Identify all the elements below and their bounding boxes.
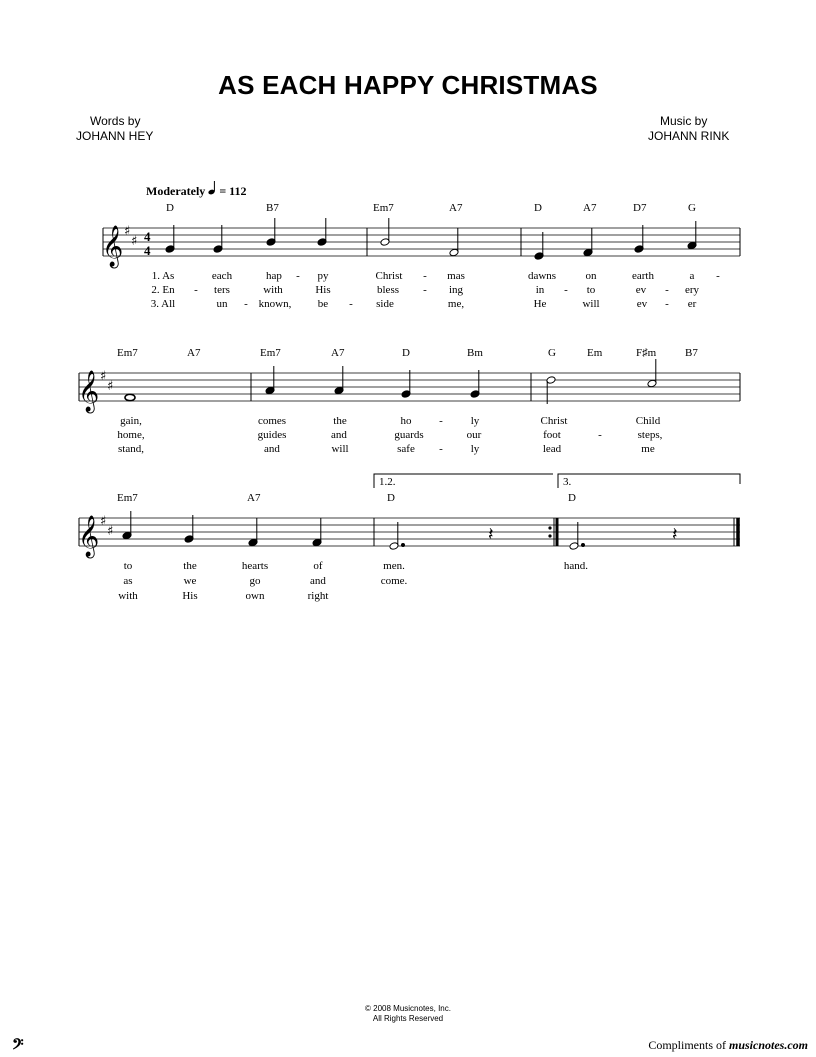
lyric-syllable: - — [244, 298, 248, 310]
compliments-line — [648, 1038, 808, 1053]
lyric-syllable: hap — [266, 270, 282, 282]
lyric-syllable: - — [349, 298, 353, 310]
lyric-syllable: ev — [635, 284, 647, 296]
chord-symbol: A7 — [331, 347, 345, 359]
lyric-syllable: side — [376, 298, 394, 310]
lyric-syllable: - — [665, 298, 669, 310]
svg-text:♯: ♯ — [131, 234, 138, 249]
lyric-syllable: - — [665, 284, 669, 296]
lyric-syllable: earth — [632, 270, 654, 282]
lyric-syllable: His — [315, 284, 331, 296]
lyric-syllable: 3. All — [150, 298, 176, 310]
rights-line: All Rights Reserved — [372, 1014, 444, 1023]
chord-symbol: B7 — [266, 202, 279, 214]
chord-symbol: G — [548, 347, 556, 359]
lyric-syllable: dawns — [527, 270, 557, 282]
chord-symbol: D7 — [633, 202, 647, 214]
lyric-syllable: comes — [257, 415, 287, 427]
lyric-syllable: the — [183, 560, 197, 572]
chord-symbol: A7 — [187, 347, 201, 359]
lyric-syllable: - — [296, 270, 300, 282]
third-ending-label: 3. — [563, 476, 572, 488]
site-name[interactable]: musicnotes.com — [728, 1038, 808, 1052]
lyric-syllable: me, — [447, 298, 465, 310]
lyric-syllable: steps, — [637, 429, 663, 441]
copyright-notice — [0, 1004, 816, 1024]
lyric-syllable: un — [216, 298, 228, 310]
lyric-syllable: - — [194, 284, 198, 296]
chord-symbol: Em7 — [117, 492, 138, 504]
song-title: AS EACH HAPPY CHRISTMAS — [218, 70, 598, 100]
lyric-syllable: ing — [448, 284, 464, 296]
lyric-syllable: and — [264, 443, 280, 455]
lyric-syllable: - — [439, 415, 443, 427]
lyric-syllable: men. — [383, 560, 405, 572]
chord-symbol: D — [166, 202, 174, 214]
lyric-syllable: Christ — [540, 415, 568, 427]
chord-symbol: F♯m — [636, 347, 657, 359]
svg-text:♯: ♯ — [107, 379, 114, 394]
lyric-syllable: ho — [400, 415, 412, 427]
lyric-syllable: ly — [470, 443, 480, 455]
lyric-syllable: a — [689, 270, 695, 282]
lyric-syllable: 1. As — [151, 270, 175, 282]
lyric-syllable: as — [123, 575, 133, 587]
chord-symbol: A7 — [247, 492, 261, 504]
lyric-syllable: each — [211, 270, 233, 282]
lyric-syllable: with — [263, 284, 283, 296]
lyric-syllable: on — [585, 270, 597, 282]
lyric-syllable: 2. En — [151, 284, 175, 296]
lyric-syllable: home, — [117, 429, 145, 441]
lyric-syllable: me — [641, 443, 655, 455]
lyric-syllable: and — [310, 575, 326, 587]
chord-symbol: D — [387, 492, 395, 504]
first-ending-label: 1.2. — [379, 476, 396, 488]
lyric-syllable: ters — [214, 284, 230, 296]
svg-text:𝄽: 𝄽 — [488, 524, 494, 545]
chord-symbol: Em7 — [260, 347, 281, 359]
music-by-label: Music by — [660, 114, 708, 128]
composer-name: JOHANN RINK — [648, 129, 730, 143]
lyric-syllable: hand. — [563, 560, 589, 572]
lyric-syllable: will — [582, 298, 600, 310]
musicnotes-logo-icon: 𝄢 — [12, 1036, 24, 1056]
svg-text:𝄞: 𝄞 — [102, 226, 124, 267]
svg-text:♯: ♯ — [124, 224, 131, 239]
lyric-syllable: stand, — [118, 443, 144, 455]
lyric-syllable: we — [183, 575, 197, 587]
tempo-text: Moderately — [146, 184, 206, 198]
lyric-syllable: foot — [543, 429, 561, 441]
lyric-syllable: bless — [377, 284, 399, 296]
svg-text:4: 4 — [144, 243, 151, 258]
lyric-syllable: own — [245, 590, 265, 602]
lyric-syllable: come. — [380, 575, 408, 587]
chord-symbol: Bm — [467, 347, 483, 359]
lyric-syllable: hearts — [241, 560, 269, 572]
chord-symbol: Em7 — [117, 347, 138, 359]
chord-symbol: D — [534, 202, 542, 214]
lyric-syllable: guards — [394, 429, 424, 441]
lyric-syllable: He — [533, 298, 547, 310]
svg-text:♯: ♯ — [100, 369, 107, 384]
lyric-syllable: Christ — [375, 270, 403, 282]
svg-text:𝄞: 𝄞 — [78, 371, 100, 412]
copyright-line: © 2008 Musicnotes, Inc. — [365, 1004, 451, 1013]
lyric-syllable: - — [423, 284, 427, 296]
lyric-syllable: right — [307, 590, 329, 602]
chord-symbol: D — [402, 347, 410, 359]
lyric-syllable: ev — [636, 298, 648, 310]
lyric-syllable: our — [466, 429, 482, 441]
lyric-syllable: er — [687, 298, 697, 310]
tempo-bpm: = 112 — [219, 184, 247, 198]
lyric-syllable: - — [423, 270, 427, 282]
lyric-syllable: to — [123, 560, 133, 572]
chord-symbol: B7 — [685, 347, 698, 359]
lyric-syllable: safe — [397, 443, 415, 455]
lyric-syllable: ly — [470, 415, 480, 427]
svg-text:𝄞: 𝄞 — [78, 516, 100, 557]
lyric-syllable: - — [716, 270, 720, 282]
lyric-syllable: will — [331, 443, 349, 455]
lyric-syllable: with — [118, 590, 138, 602]
lyric-syllable: of — [313, 560, 323, 572]
chord-symbol: A7 — [449, 202, 463, 214]
lyricist-name: JOHANN HEY — [76, 129, 154, 143]
lyric-syllable: mas — [447, 270, 465, 282]
lyric-syllable: guides — [257, 429, 287, 441]
words-by-label: Words by — [90, 114, 141, 128]
lyric-syllable: Child — [635, 415, 661, 427]
lyric-syllable: ery — [684, 284, 700, 296]
lyric-syllable: the — [333, 415, 347, 427]
lyric-syllable: go — [249, 575, 261, 587]
lyric-syllable: gain, — [120, 415, 142, 427]
svg-text:𝄽: 𝄽 — [672, 524, 678, 545]
svg-text:4: 4 — [144, 229, 151, 244]
lyric-syllable: py — [317, 270, 329, 282]
svg-text:♯: ♯ — [107, 524, 114, 539]
lyric-syllable: - — [439, 443, 443, 455]
lyric-syllable: His — [182, 590, 198, 602]
lyric-syllable: in — [535, 284, 545, 296]
chord-symbol: A7 — [583, 202, 597, 214]
lyric-syllable: and — [331, 429, 347, 441]
chord-symbol: D — [568, 492, 576, 504]
chord-symbol: G — [688, 202, 696, 214]
compliments-text: Compliments of — [648, 1038, 726, 1052]
lyric-syllable: known, — [258, 298, 292, 310]
lyric-syllable: - — [564, 284, 568, 296]
svg-text:♯: ♯ — [100, 514, 107, 529]
chord-symbol: Em — [587, 347, 603, 359]
lyric-syllable: be — [317, 298, 329, 310]
chord-symbol: Em7 — [373, 202, 394, 214]
lyric-syllable: to — [586, 284, 596, 296]
lyric-syllable: - — [598, 429, 602, 441]
lyric-syllable: lead — [542, 443, 562, 455]
